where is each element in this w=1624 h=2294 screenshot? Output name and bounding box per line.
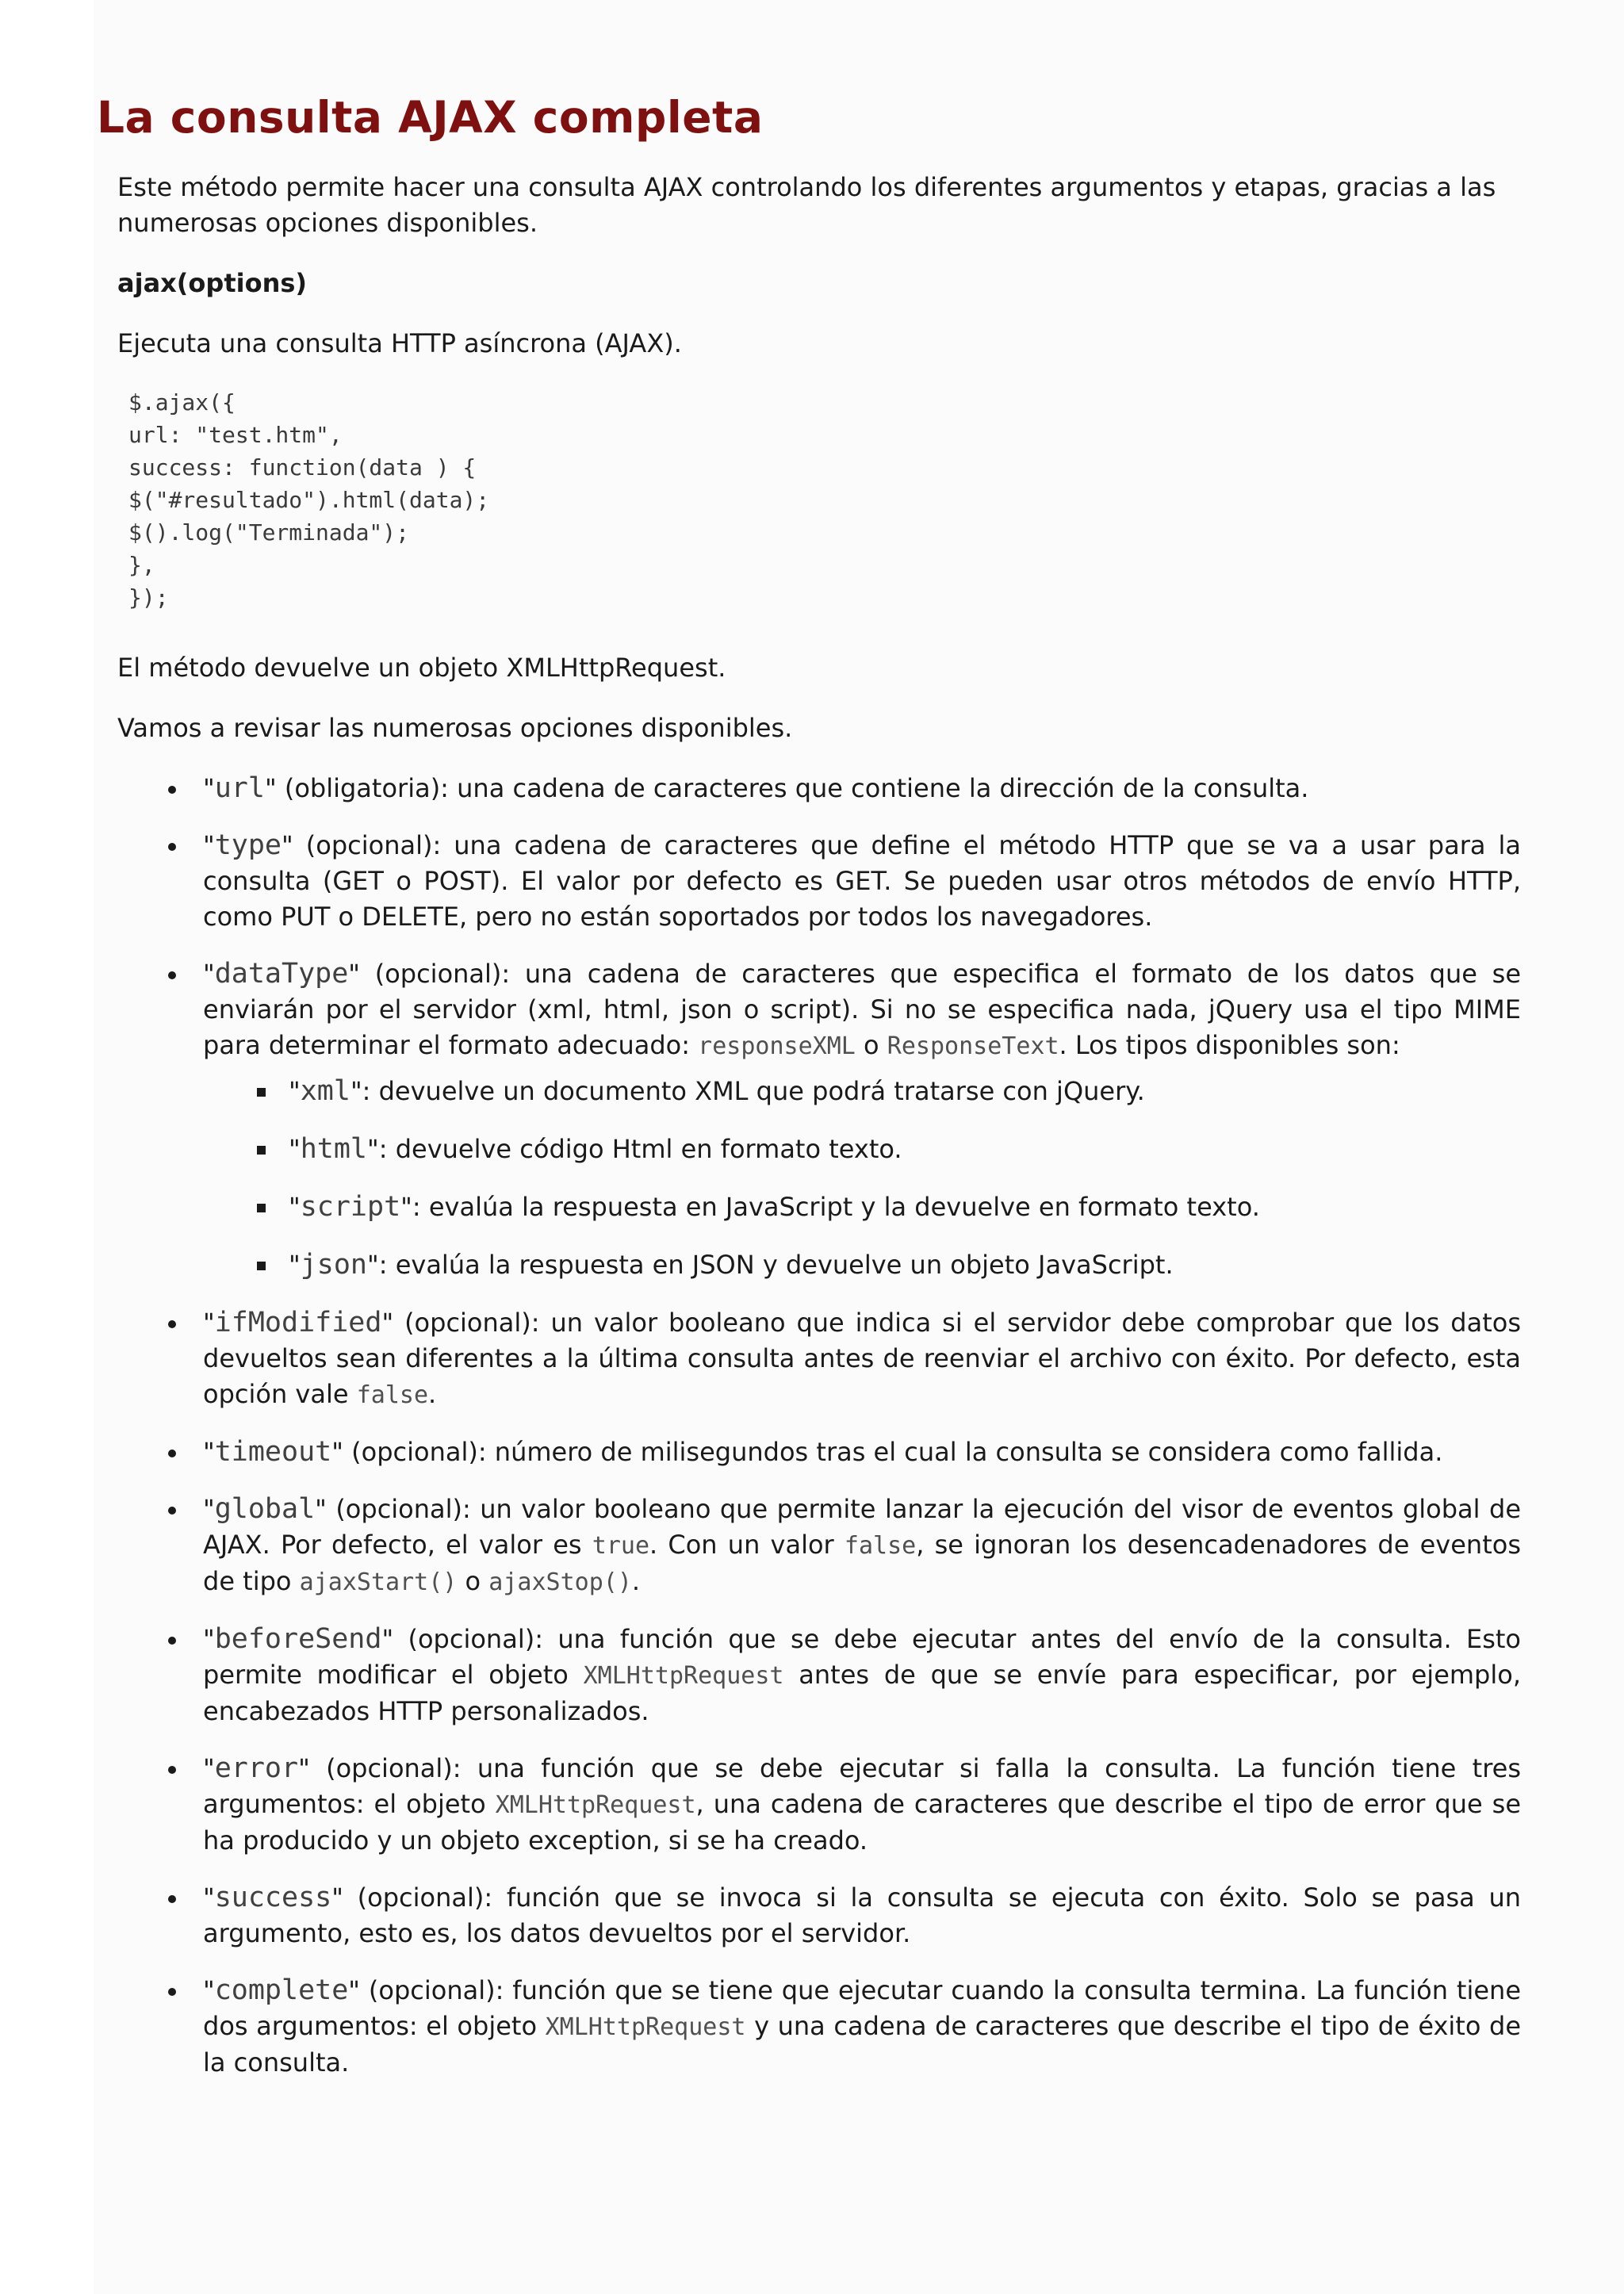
code-line: url: "test.htm",: [128, 422, 343, 448]
option-type: "type" (opcional): una cadena de caracteres que define el método HTTP que se va a usar para la consulta (GET o POST). El valor por defecto es GET. Se pueden usar otros métodos de envío HTTP, como PUT o DELETE, pero no están soportados por todos los navegadores.: [203, 828, 1521, 935]
options-intro: Vamos a revisar las numerosas opciones disponibles.: [117, 713, 793, 743]
code-line: $().log("Terminada");: [128, 519, 410, 546]
option-success: "success" (opcional): función que se invoca si la consulta se ejecuta con éxito. Solo se pasa un argumento, esto es, los datos devueltos por el servidor.: [203, 1880, 1521, 1951]
option-key: timeout: [214, 1436, 332, 1468]
options-list: [117, 771, 1521, 2081]
option-key: type: [214, 829, 282, 861]
option-key: beforeSend: [214, 1623, 382, 1655]
page-title: La consulta AJAX completa: [97, 92, 764, 143]
returns-paragraph: El método devuelve un objeto XMLHttpRequest.: [117, 653, 726, 683]
code-line: success: function(data ) {: [128, 454, 477, 481]
code-example: [128, 386, 1521, 614]
option-key: success: [214, 1882, 332, 1913]
option-timeout: "timeout" (opcional): número de milisegundos tras el cual la consulta se considera como fallida.: [203, 1434, 1521, 1470]
datatype-html: "html": devuelve código Html en formato texto.: [289, 1132, 1521, 1167]
method-description: Ejecuta una consulta HTTP asíncrona (AJAX).: [117, 328, 682, 358]
option-key: dataType: [214, 958, 349, 990]
datatype-json: "json": evalúa la respuesta en JSON y devuelve un objeto JavaScript.: [289, 1247, 1521, 1283]
code-line: $("#resultado").html(data);: [128, 487, 490, 513]
datatype-sublist: [203, 1074, 1521, 1283]
option-key: global: [214, 1493, 316, 1525]
option-ifmodified: "ifModified" (opcional): un valor booleano que indica si el servidor debe comprobar que los datos devueltos sean diferentes a la última consulta antes de reenviar el archivo con éxito. Por defecto, esta opción vale false.: [203, 1305, 1521, 1413]
option-key: ifModified: [214, 1307, 382, 1338]
option-beforesend: "beforeSend" (opcional): una función que se debe ejecutar antes del envío de la consulta. Esto permite modificar el objeto XMLHttpRequest antes de que se envíe para especificar, por ejemplo, encabezados HTTP personalizados.: [203, 1622, 1521, 1729]
method-signature: ajax(options): [117, 268, 308, 298]
datatype-script: "script": evalúa la respuesta en JavaScript y la devuelve en formato texto.: [289, 1189, 1521, 1225]
option-key: error: [214, 1752, 299, 1784]
option-complete: "complete" (opcional): función que se tiene que ejecutar cuando la consulta termina. La función tiene dos argumentos: el objeto XMLHttpRequest y una cadena de caracteres que describe el tipo de éxito de la consulta.: [203, 1973, 1521, 2081]
main-content: [117, 170, 1521, 2102]
option-url: "url" (obligatoria): una cadena de caracteres que contiene la dirección de la consulta.: [203, 771, 1521, 806]
option-error: "error" (opcional): una función que se debe ejecutar si falla la consulta. La función tiene tres argumentos: el objeto XMLHttpRequest, una cadena de caracteres que describe el tipo de error que se ha producido y un objeto exception, si se ha creado.: [203, 1751, 1521, 1859]
intro-paragraph: Este método permite hacer una consulta AJAX controlando los diferentes argumentos y etapas, gracias a las numerosas opciones disponibles.: [117, 172, 1496, 238]
option-key: url: [214, 772, 265, 804]
option-key: complete: [214, 1974, 349, 2006]
code-line: });: [128, 584, 169, 611]
code-line: $.ajax({: [128, 389, 236, 416]
option-global: "global" (opcional): un valor booleano que permite lanzar la ejecución del visor de eventos global de AJAX. Por defecto, el valor es true. Con un valor false, se ignoran los desencadenadores de eventos de tipo ajaxStart() o ajaxStop().: [203, 1492, 1521, 1600]
datatype-xml: "xml": devuelve un documento XML que podrá tratarse con jQuery.: [289, 1074, 1521, 1109]
code-line: },: [128, 552, 155, 578]
option-datatype: "dataType" (opcional): una cadena de caracteres que especifica el formato de los datos que se enviarán por el servidor (xml, html, json o script). Si no se especifica nada, jQuery usa el tipo MIME para determinar el formato adecuado: responseXML o ResponseText. Los tipos disponibles son: "xml": devuelve un documento XML que podrá tratarse con jQuery. "html": devuelve código Html en formato texto. "script": evalúa la respuesta en JavaScript y la devuelve en formato texto. "json": evalúa la respuesta en JSON y devuelve un objeto JavaScript.: [203, 956, 1521, 1283]
